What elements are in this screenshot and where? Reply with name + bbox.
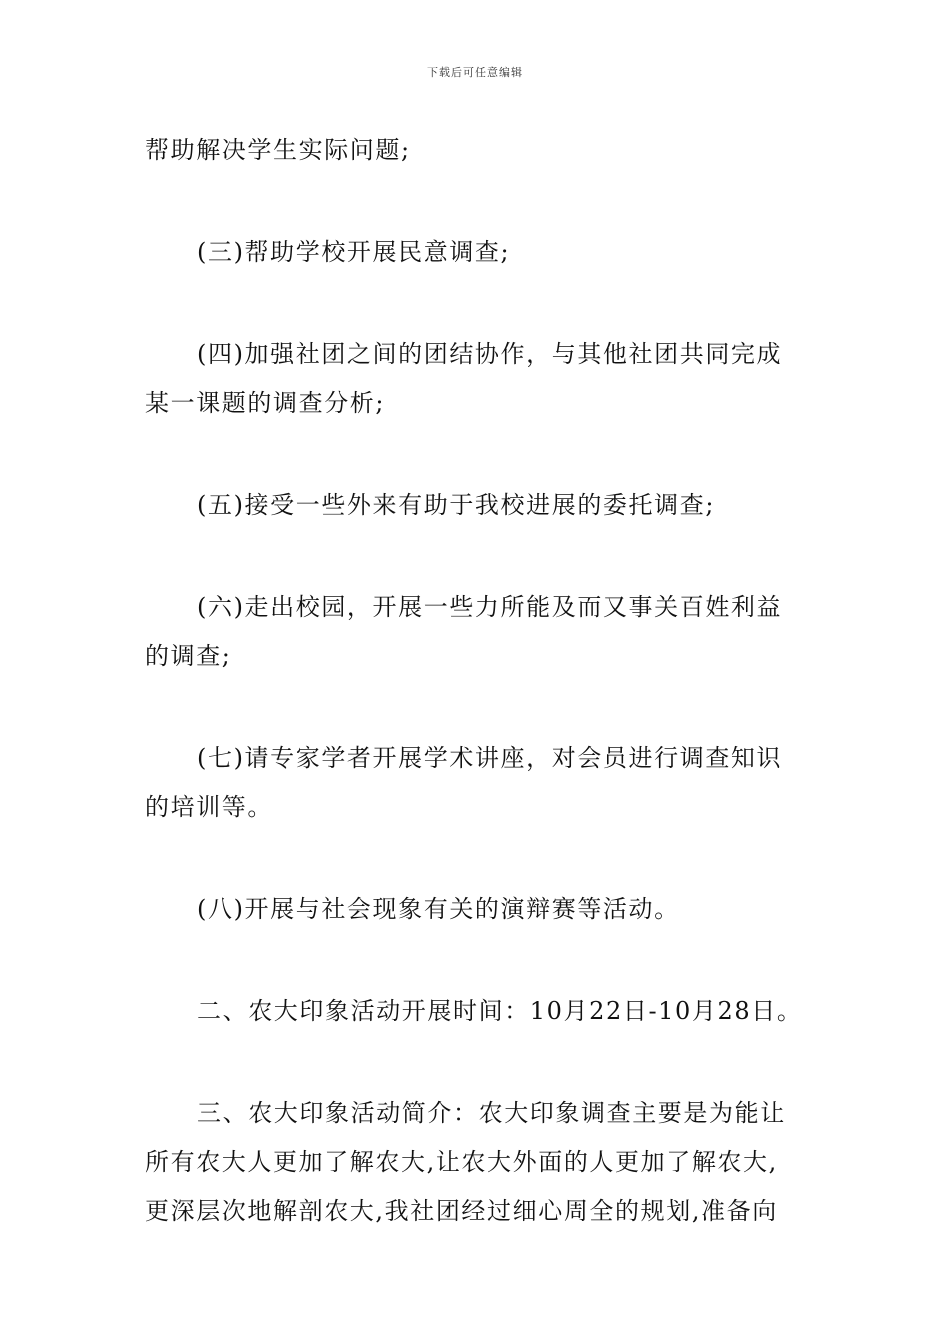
document-body xyxy=(145,126,810,1289)
paragraph-line: (五)接受一些外来有助于我校进展的委托调查; xyxy=(197,491,716,519)
paragraph-line: 更深层次地解剖农大,我社团经过细心周全的规划,准备向 xyxy=(145,1197,778,1225)
paragraph-line: 某一课题的调查分析; xyxy=(145,389,386,417)
paragraph-8 xyxy=(145,987,810,1036)
paragraph-5 xyxy=(145,583,810,681)
paragraph-1 xyxy=(145,126,810,175)
paragraph-line: (七)请专家学者开展学术讲座，对会员进行调查知识 xyxy=(197,744,783,772)
paragraph-7 xyxy=(145,885,810,934)
paragraph-line: (六)走出校园，开展一些力所能及而又事关百姓利益 xyxy=(197,593,783,621)
paragraph-4 xyxy=(145,481,810,530)
paragraph-6 xyxy=(145,734,810,832)
paragraph-line: 三、农大印象活动简介：农大印象调查主要是为能让 xyxy=(197,1099,786,1127)
paragraph-line: (八)开展与社会现象有关的演辩赛等活动。 xyxy=(197,895,680,923)
paragraph-3 xyxy=(145,330,810,428)
paragraph-line: 帮助解决学生实际问题; xyxy=(145,136,411,164)
paragraph-line: (三)帮助学校开展民意调查; xyxy=(197,238,511,266)
paragraph-line: 所有农大人更加了解农大,让农大外面的人更加了解农大, xyxy=(145,1148,778,1176)
paragraph-line: (四)加强社团之间的团结协作，与其他社团共同完成 xyxy=(197,340,783,368)
paragraph-line: 二、农大印象活动开展时间：10月22日-10月28日。 xyxy=(197,997,803,1025)
paragraph-line: 的调查; xyxy=(145,642,232,670)
paragraph-2 xyxy=(145,228,810,277)
page-header: 下载后可任意编辑 xyxy=(427,66,523,79)
paragraph-9 xyxy=(145,1089,810,1236)
paragraph-line: 的培训等。 xyxy=(145,793,273,821)
